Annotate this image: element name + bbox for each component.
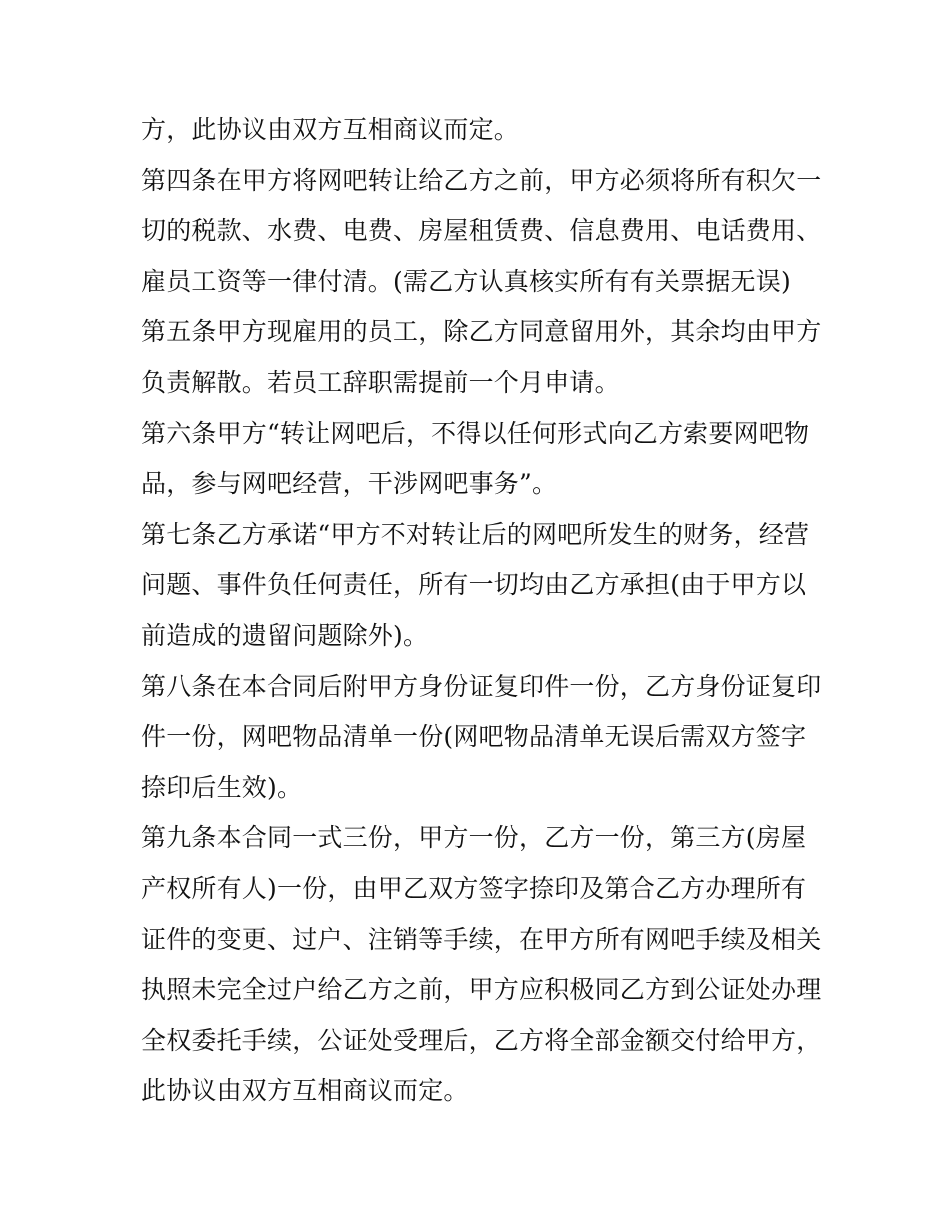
text-line: 全权委托手续，公证处受理后，乙方将全部金额交付给甲方， [141,1025,822,1055]
text-line: 第六条甲方“转让网吧后，不得以任何形式向乙方索要网吧物 [141,418,810,448]
text-line: 问题、事件负任何责任，所有一切均由乙方承担(由于甲方以 [141,570,807,600]
text-line: 捺印后生效)。 [141,772,303,802]
text-line: 负责解散。若员工辞职需提前一个月申请。 [141,367,620,397]
text-line: 第九条本合同一式三份，甲方一份，乙方一份，第三方(房屋 [141,823,807,853]
text-line: 第五条甲方现雇用的员工，除乙方同意留用外，其余均由甲方 [141,317,822,347]
text-line: 前造成的遗留问题除外)。 [141,620,429,650]
text-line: 品，参与网吧经营，干涉网吧事务”。 [141,469,558,499]
text-line: 执照未完全过户给乙方之前，甲方应积极同乙方到公证处办理 [141,975,822,1005]
contract-body-text [141,105,831,1117]
text-line: 证件的变更、过户、注销等手续，在甲方所有网吧手续及相关 [141,924,822,954]
text-line: 第四条在甲方将网吧转让给乙方之前，甲方必须将所有积欠一 [141,165,822,195]
text-line: 雇员工资等一律付清。(需乙方认真核实所有有关票据无误) [141,266,791,296]
text-line: 产权所有人)一份，由甲乙双方签字捺印及第合乙方办理所有 [141,873,807,903]
text-line: 第七条乙方承诺“甲方不对转让后的网吧所发生的财务，经营 [141,519,810,549]
text-line: 第八条在本合同后附甲方身份证复印件一份，乙方身份证复印 [141,671,822,701]
text-line: 切的税款、水费、电费、房屋租赁费、信息费用、电话费用、 [141,216,822,246]
text-line: 此协议由双方互相商议而定。 [141,1076,469,1106]
text-line: 件一份，网吧物品清单一份(网吧物品清单无误后需双方签字 [141,722,807,752]
text-line: 方，此协议由双方互相商议而定。 [141,115,520,144]
